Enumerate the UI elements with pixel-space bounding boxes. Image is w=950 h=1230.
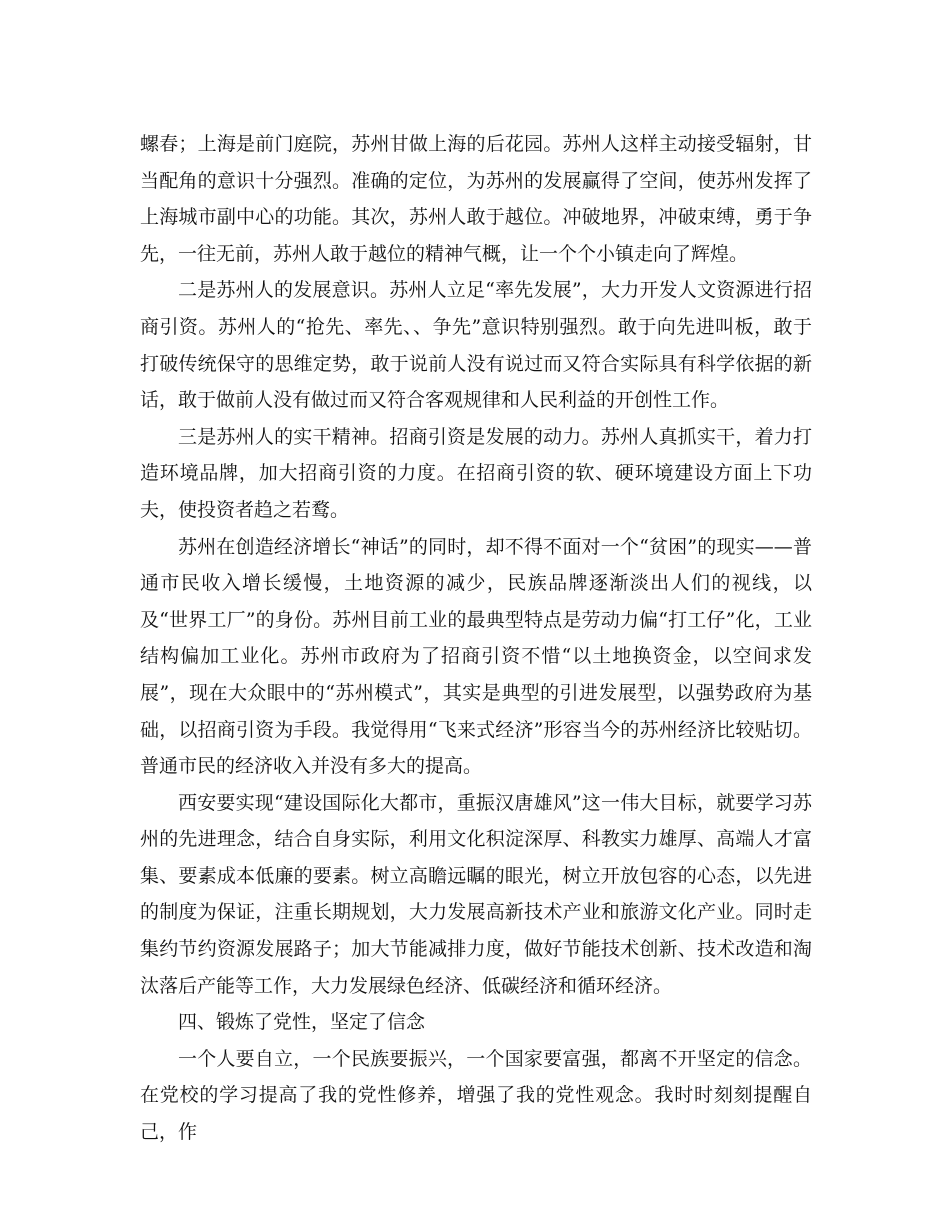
- paragraph-2: 二是苏州人的发展意识。苏州人立足“率先发展”，大力开发人文资源进行招商引资。苏州人的“抢先、率先、、争先”意识特别强烈。敢于向先进叫板，敢于打破传统保守的思维定势，敢于说前人没有说过而又符合实际具有科学依据的新话，敢于做前人没有做过而又符合客观规律和人民利益的开创性工作。: [140, 279, 812, 412]
- document-body: [140, 126, 812, 1151]
- paragraph-1: 螺春；上海是前门庭院，苏州甘做上海的后花园。苏州人这样主动接受辐射，甘当配角的意识十分强烈。准确的定位，为苏州的发展赢得了空间，使苏州发挥了上海城市副中心的功能。其次，苏州人敢于越位。冲破地界，冲破束缚，勇于争先，一往无前，苏州人敢于越位的精神气概，让一个个小镇走向了辉煌。: [140, 133, 812, 265]
- paragraph-3: 三是苏州人的实干精神。招商引资是发展的动力。苏州人真抓实干，着力打造环境品牌，加大招商引资的力度。在招商引资的软、硬环境建设方面上下功夫，使投资者趋之若鹜。: [140, 425, 812, 521]
- paragraph-4: 苏州在创造经济增长“神话”的同时，却不得不面对一个“贫困”的现实——普通市民收入增长缓慢，土地资源的减少，民族品牌逐渐淡出人们的视线，以及“世界工厂”的身份。苏州目前工业的最典型特点是劳动力偏“打工仔”化，工业结构偏加工业化。苏州市政府为了招商引资不惜“以土地换资金，以空间求发展”，现在大众眼中的“苏州模式”，其实是典型的引进发展型，以强势政府为基础，以招商引资为手段。我觉得用“飞来式经济”形容当今的苏州经济比较贴切。普通市民的经济收入并没有多大的提高。: [140, 535, 812, 778]
- paragraph-6: 一个人要自立，一个民族要振兴，一个国家要富强，都离不开坚定的信念。在党校的学习提高了我的党性修养，增强了我的党性观念。我时时刻刻提醒自己，作: [140, 1047, 812, 1144]
- section-heading: 四、锻炼了党性，坚定了信念: [178, 1011, 426, 1034]
- paragraph-5: 西安要实现“建设国际化大都市，重振汉唐雄风”这一伟大目标，就要学习苏州的先进理念，结合自身实际，利用文化积淀深厚、科教实力雄厚、高端人才富集、要素成本低廉的要素。树立高瞻远瞩的眼光，树立开放包容的心态，以先进的制度为保证，注重长期规划，大力发展高新技术产业和旅游文化产业。同时走集约节约资源发展路子；加大节能减排力度，做好节能技术创新、技术改造和淘汰落后产能等工作，大力发展绿色经济、低碳经济和循环经济。: [140, 791, 812, 997]
